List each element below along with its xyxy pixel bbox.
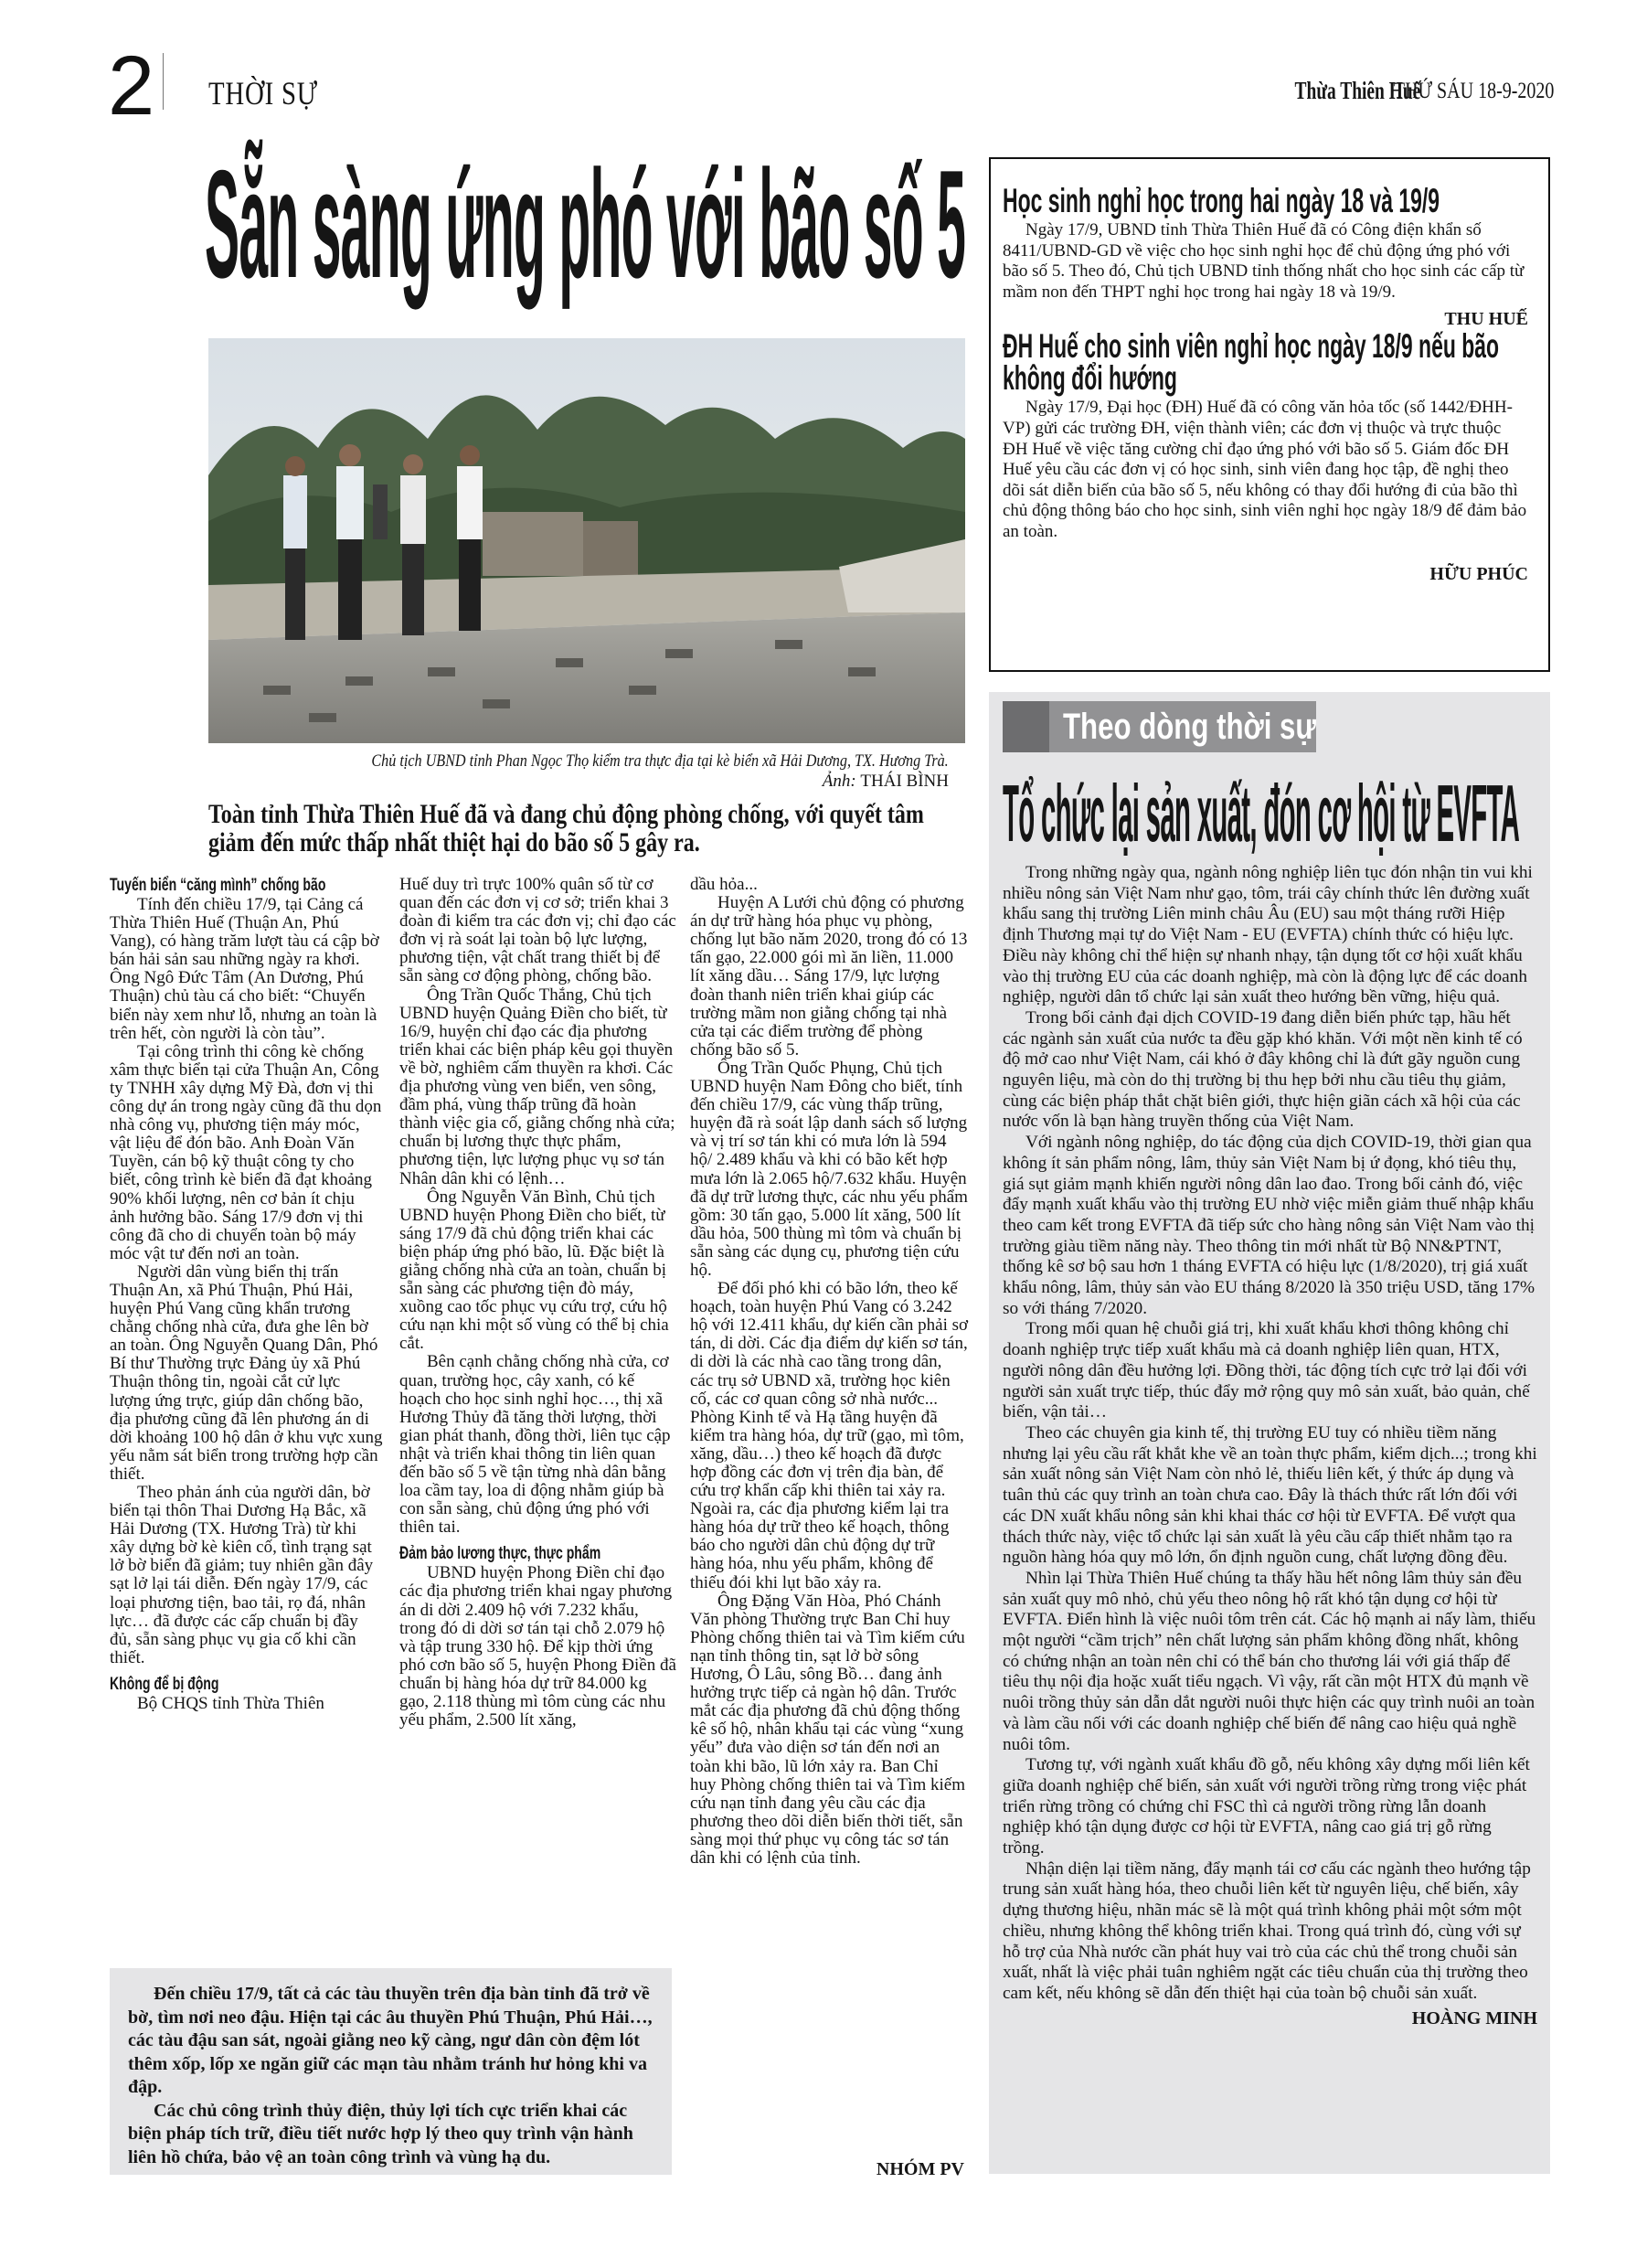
photo-credit-name: THÁI BÌNH: [860, 772, 949, 791]
section-tag-marker: [1003, 701, 1049, 752]
newspaper-name: Thừa Thiên Huế: [1294, 77, 1420, 104]
commentary-byline: HOÀNG MINH: [1411, 2007, 1537, 2028]
paragraph: Huế duy trì trực 100% quân số từ cơ quan đến các đơn vị cơ sở; triển khai 3 đoàn đi kiểm tra các đơn vị; chỉ đạo các đơn vị rà soát lại toàn bộ lực lượng, phương tiện, vật chất trang thiết bị để sẵn sàng cơ động phòng, chống bão.: [399, 875, 676, 986]
brief-byline: THU HUẾ: [1444, 309, 1528, 330]
article-column-2: [399, 876, 678, 1730]
section-tag-label: Theo dòng thời sự: [1063, 707, 1317, 747]
paragraph: dầu hỏa...: [690, 875, 758, 894]
article-byline: NHÓM PV: [876, 2159, 964, 2179]
page-number: 2: [108, 39, 155, 133]
paragraph: Bộ CHQS tỉnh Thừa Thiên: [137, 1693, 324, 1713]
paragraph: Người dân vùng biển thị trấn Thuận An, xã Phú Thuận, Phú Hải, huyện Phú Vang cũng khẩn trương chằng chống nhà cửa, đưa ghe lên bờ an toàn. Ông Nguyễn Quang Dân, Phó Bí thư Thường trực Đảng ủy xã Phú Thuận thông tin, ngoài cắt cử lực lượng ứng trực, giúp dân chống bão, địa phương cũng đã lên phương án di dời khoảng 100 hộ dân ở khu vực xung yếu nằm sát biển trong trường hợp cần thiết.: [110, 1262, 383, 1484]
paragraph: Với ngành nông nghiệp, do tác động của dịch COVID-19, thời gian qua không ít sản phẩm nông, lâm, thủy sản Việt Nam bị ứ đọng, khó tiêu thụ, giá sụt giảm mạnh khiến người nông dân lao đao. Trong bối cảnh đó, việc đẩy mạnh xuất khẩu vào thị trường EU nhờ việc miễn giảm thuế nhập khẩu theo cam kết trong EVFTA đã tiếp sức cho hàng nông sản Việt Nam vào thị trường giàu tiềm năng này. Theo thông tin mới nhất từ Bộ NN&PTNT, thống kê sơ bộ sau hơn 1 tháng EVFTA có hiệu lực (1/8/2020), trị giá xuất khẩu nông, lâm, thủy sản vào EU tháng 8/2020 là 350 triệu USD, tăng 17% so với tháng 7/2020.: [1003, 1133, 1535, 1318]
section-title: THỜI SỰ: [208, 75, 318, 112]
commentary-headline: [1003, 768, 1519, 859]
brief-title: ĐH Huế cho sinh viên nghỉ học ngày 18/9 nếu bão không đổi hướng: [1003, 327, 1500, 398]
highlight-paragraph: Đến chiều 17/9, tất cả các tàu thuyền trên địa bàn tỉnh đã trở về bờ, tìm nơi neo đậu. Hiện tại các âu thuyền Phú Thuận, Phú Hải…, các tàu đậu san sát, ngoài giằng neo kỹ càng, ngư dân còn đệm lót thêm xốp, lốp xe ngăn giữ các mạn tàu nhằm tránh hư hỏng khi va đập.: [128, 1984, 653, 2097]
paragraph: Ông Trần Quốc Phụng, Chủ tịch UBND huyện Nam Đông cho biết, tính đến chiều 17/9, các vùng thấp trũng, huyện đã rà soát lập danh sách số lượng và vị trí sơ tán khi có mưa lớn là 594 hộ/ 2.489 khẩu và khi có bão kết hợp mưa lớn là 2.065 hộ/7.632 khẩu. Huyện đã dự trữ lương thực, các nhu yếu phẩm gồm: 30 tấn gạo, 5.000 lít xăng, 500 lít dầu hỏa, 500 thùng mì tôm và chuẩn bị sẵn sàng các dụng cụ, phương tiện cứu hộ.: [690, 1058, 968, 1280]
photo-credit: [208, 772, 949, 792]
paragraph: Trong những ngày qua, ngành nông nghiệp liên tục đón nhận tin vui khi nhiều nông sản Việt Nam như gạo, tôm, trái cây chính thức lên đường xuất khẩu sang thị trường Liên minh châu Âu (EU) sau một tháng rưỡi Hiệp định Thương mại tự do Việt Nam - EU (EVFTA) chính thức có hiệu lực. Điều này không chỉ thể hiện sự nhanh nhạy, tận dụng tốt cơ hội xuất khẩu vào thị trường EU của các doanh nghiệp, mà còn là động lực để các doanh nghiệp, người dân tổ chức lại sản xuất theo hướng bền vững, hiệu quả.: [1003, 863, 1533, 1007]
photo-caption: [208, 751, 949, 772]
highlight-paragraph: Các chủ công trình thủy điện, thủy lợi tích cực triển khai các biện pháp tích trữ, điều tiết nước hợp lý theo quy trình vận hành liên hồ chứa, bảo vệ an toàn công trình và vùng hạ du.: [128, 2100, 633, 2167]
photo-coastal-embankment-inspection: [208, 338, 965, 743]
paragraph: Ông Trần Quốc Thắng, Chủ tịch UBND huyện Quảng Điền cho biết, từ 16/9, huyện chỉ đạo các địa phương triển khai các biện pháp kêu gọi thuyền về bờ, nghiêm cấm thuyền ra khơi. Các địa phương vùng ven biển, ven sông, đầm phá, vùng thấp trũng đã hoàn thành việc gia cố, giằng chống nhà cửa; chuẩn bị lương thực thực phẩm, phương tiện, lực lượng phục vụ sơ tán Nhân dân khi có lệnh…: [399, 985, 675, 1188]
section-tag: [1003, 701, 1316, 752]
paragraph: Nhận diện lại tiềm năng, đẩy mạnh tái cơ cấu các ngành theo hướng tập trung sản xuất hàng hóa, theo chuỗi liên kết từ nguyên liệu, chế biến, xây dựng thương hiệu, nhãn mác sẽ là một quá trình không phải một sớm một chiều, nhưng không thể không triển khai. Trong quá trình đó, cùng với sự hỗ trợ của Nhà nước cần phát huy vai trò của các chủ thể trong chuỗi sản xuất, nhất là việc phải tuân nghiêm ngặt các tiêu chuẩn của thị trường theo cam kết, nếu không sẽ dẫn đến thiệt hại của toàn bộ chuỗi sản xuất.: [1003, 1858, 1531, 2003]
paragraph: Nhìn lại Thừa Thiên Huế chúng ta thấy hầu hết nông lâm thủy sản đều sản xuất quy mô nhỏ, chủ yếu theo nông hộ rất khó tận dụng cơ hội từ EVFTA. Điển hình là việc nuôi tôm trên cát. Các hộ mạnh ai nấy làm, thiếu một người “cầm trịch” nên chất lượng sản phẩm không đồng nhất, không có chứng nhận an toàn nên chỉ có thể bán cho thương lái với giá thấp để tiêu thụ nội địa hoặc xuất tiểu ngạch. Vì vậy, rất cần một HTX đủ mạnh về nuôi trồng thủy sản dẫn dắt người nuôi thực hiện các quy trình nuôi an toàn và làm cầu nối với các doanh nghiệp chế biến để nâng cao hiệu quả nghề nuôi tôm.: [1003, 1568, 1536, 1754]
commentary-body: [1003, 863, 1537, 2028]
commentary-headline-text: Tổ chức lại sản xuất, đón cơ hội từ EVFTA: [1003, 768, 1520, 858]
header-divider: [163, 53, 164, 110]
subheading: Đảm bảo lương thực, thực phẩm: [399, 1544, 601, 1564]
photo-credit-label: Ảnh:: [822, 772, 856, 791]
subheading: Không để bị động: [110, 1674, 219, 1694]
paragraph: Trong mối quan hệ chuỗi giá trị, khi xuất khẩu khơi thông không chỉ doanh nghiệp trực tiếp xuất khẩu mà cả doanh nghiệp liên quan, HTX, người nông dân đều hưởng lợi. Đồng thời, tác động tích cực trở lại đối với người sản xuất trực tiếp, thúc đẩy mở rộng quy mô sản xuất, bảo quản, chế biến, vận tải…: [1003, 1319, 1530, 1422]
paragraph: Trong bối cảnh đại dịch COVID-19 đang diễn biến phức tạp, hầu hết các ngành sản xuất của nước ta đều gặp khó khăn. Với một nền kinh tế có độ mở cao như Việt Nam, cái khó ở đây không chỉ là đứt gãy nguồn cung nguyên liệu, mà còn do thị trường bị thu hẹp bởi nhu cầu tiêu thụ giảm, cùng các biện pháp thắt chặt biên giới, thực hiện giãn cách xã hội của các nước vốn là bạn hàng truyền thống của Việt Nam.: [1003, 1007, 1523, 1132]
subheading: Tuyến biển “căng mình” chống bão: [110, 876, 326, 895]
paragraph: UBND huyện Phong Điền chỉ đạo các địa phương triển khai ngay phương án di dời 2.409 hộ với 7.232 khẩu, trong đó di dời sơ tán tại chỗ 2.079 hộ và tập trung 330 hộ. Để kịp thời ứng phó cơn bão số 5, huyện Phong Điền đã chuẩn bị hàng hóa dự trữ 84.000 kg gạo, 2.118 thùng mì tôm cùng các nhu yếu phẩm, 2.500 lít xăng,: [399, 1563, 676, 1730]
paragraph: Theo các chuyên gia kinh tế, thị trường EU tuy có nhiều tiềm năng nhưng lại yêu cầu rất khắt khe về an toàn thực phẩm, kiểm dịch...; trong khi sản xuất nông sản Việt Nam còn nhỏ lẻ, thiếu liên kết, ý thức áp dụng và tuân thủ các quy trình an toàn chưa cao. Đây là thách thức rất lớn đối với các DN xuất khẩu nông sản khi khai thác cơ hội từ EVFTA. Để vượt qua thách thức này, việc tổ chức lại sản xuất là yêu cầu cấp thiết nhằm tạo ra nguồn hàng hóa quy mô lớn, ổn định nguồn cung, chất lượng đồng đều.: [1003, 1422, 1537, 1568]
news-photo: [208, 338, 965, 743]
article-column-3: [690, 876, 969, 1868]
brief-body: Ngày 17/9, UBND tỉnh Thừa Thiên Huế đã có Công điện khẩn số 8411/UBND-GD về việc cho học sinh nghỉ học để chủ động ứng phó với bão số 5. Theo đó, Chủ tịch UBND tỉnh thống nhất cho học sinh các cấp từ mầm non đến THPT nghỉ học trong hai ngày 18 và 19/9.: [1003, 220, 1525, 302]
photo-caption-text: Chủ tịch UBND tỉnh Phan Ngọc Thọ kiểm tra thực địa tại kè biển xã Hải Dương, TX. Hương Trà.: [371, 751, 949, 771]
main-headline-text: Sẵn sàng ứng phó với bão số 5: [205, 138, 966, 310]
paragraph: Huyện A Lưới chủ động có phương án dự trữ hàng hóa phục vụ phòng, chống lụt bão năm 2020, trong đó có 13 tấn gạo, 22.000 gói mì ăn liền, 11.000 lít xăng dầu… Sáng 17/9, lực lượng đoàn thanh niên triển khai giúp các trường mầm non giằng chống tại nhà cửa tại các điểm trường để phòng chống bão số 5.: [690, 893, 968, 1059]
brief-byline: HỮU PHÚC: [1429, 563, 1528, 584]
paragraph: Tương tự, với ngành xuất khẩu đồ gỗ, nếu không xây dựng mối liên kết giữa doanh nghiệp chế biến, sản xuất với người trồng rừng trong việc phát triển rừng trồng có chứng chỉ FSC thì cả người trồng rừng lẫn doanh nghiệp khó tận dụng được cơ hội từ EVFTA, nâng cao giá trị gỗ rừng trồng.: [1003, 1755, 1530, 1858]
news-brief-box: [989, 157, 1550, 672]
paragraph: Bên cạnh chằng chống nhà cửa, cơ quan, trường học, cây xanh, có kế hoạch cho học sinh nghỉ học…, thị xã Hương Thủy đã tăng thời lượng, thời gian phát thanh, đồng thời, liên tục cập nhật và triển khai thông tin liên quan đến bão số 5 về tận từng nhà dân bằng loa cầm tay, loa di động nhằm giúp bà con sẵn sàng, chủ động ứng phó với thiên tai.: [399, 1352, 671, 1538]
main-headline: [205, 137, 965, 311]
article-column-1: [110, 876, 384, 1713]
paragraph: Để đối phó khi có bão lớn, theo kế hoạch, toàn huyện Phú Vang có 3.242 hộ với 12.411 khẩu, dự kiến cần phải sơ tán, di dời. Các địa điểm dự kiến sơ tán, di dời là các nhà cao tầng trong dân, các trụ sở UBND xã, trường học kiên cố, các cơ quan công sở nhà nước... Phòng Kinh tế và Hạ tầng huyện đã kiểm tra hàng hóa, dự trữ (gạo, mì tôm, xăng, dầu…) theo kế hoạch đã được hợp đồng các đơn vị trên địa bàn, để cứu trợ khẩn cấp khi thiên tai xảy ra. Ngoài ra, các địa phương kiểm lại tra hàng hóa dự trữ theo kế hoạch, thông báo cho người dân chủ động dự trữ hàng hóa, nhu yếu phẩm, không để thiếu đói khi lụt bão xảy ra.: [690, 1279, 969, 1592]
brief-body: Ngày 17/9, Đại học (ĐH) Huế đã có công văn hỏa tốc (số 1442/ĐHH-VP) gửi các trường ĐH, viện thành viên; các đơn vị thuộc và trực thuộc ĐH Huế về việc tăng cường chỉ đạo ứng phó với bão số 5. Giám đốc ĐH Huế yêu cầu các đơn vị có học sinh, sinh viên đang học tập, đề nghị theo dõi sát diễn biến của bão số 5, nếu không có thay đổi hướng đi của bão thì chủ động thông báo cho học sinh, sinh viên nghỉ học ngày 18/9 để đảm bảo an toàn.: [1003, 398, 1527, 541]
paragraph: Tại công trình thi công kè chống xâm thực biển tại cửa Thuận An, Công ty TNHH xây dựng Mỹ Đà, đơn vị thi công dự án trong ngày cũng đã thu dọn nhà công vụ, phương tiện máy móc, vật liệu để đón bão. Anh Đoàn Văn Tuyền, cán bộ kỹ thuật công ty cho biết, công trình kè biển đã đạt khoảng 90% khối lượng, nên cơ bản ít chịu ảnh hưởng bão. Sáng 17/9 đơn vị thi công đã cho di chuyển toàn bộ máy móc vật tư đến nơi an toàn.: [110, 1041, 382, 1263]
paragraph: Theo phản ánh của người dân, bờ biển tại thôn Thai Dương Hạ Bắc, xã Hải Dương (TX. Hương Trà) từ khi xây dựng bờ kè kiên cố, tình trạng sạt lở bờ biển đã giảm; tuy nhiên gần đây sạt lở lại tái diễn. Đến ngày 17/9, các loại phương tiện, bao tải, rọ đá, nhân lực… đã được các cấp chuẩn bị đầy đủ, sẵn sàng phục vụ gia cố khi cần thiết.: [110, 1483, 374, 1667]
paragraph: Ông Nguyễn Văn Bình, Chủ tịch UBND huyện Phong Điền cho biết, từ sáng 17/9 đã chủ động triển khai các biện pháp ứng phó bão, lũ. Đặc biệt là giằng chống nhà cửa an toàn, chuẩn bị sẵn sàng các phương tiện đò máy, xuồng cao tốc phục vụ cứu trợ, cứu hộ cứu nạn khi một số vùng có thể bị chia cắt.: [399, 1187, 669, 1354]
highlight-box: [110, 1968, 672, 2175]
issue-date: THỨ SÁU 18-9-2020: [1393, 79, 1554, 103]
paragraph: Tính đến chiều 17/9, tại Cảng cá Thừa Thiên Huế (Thuận An, Phú Vang), có hàng trăm lượt tàu cá cập bờ bán hải sản sau những ngày ra khơi. Ông Ngô Đức Tâm (An Dương, Phú Thuận) chủ tàu cá cho biết: “Chuyến biển này xem như lỗ, nhưng an toàn là trên hết, còn người là còn tàu”.: [110, 895, 379, 1043]
brief-title: Học sinh nghỉ học trong hai ngày 18 và 19/9: [1003, 182, 1440, 219]
paragraph: Ông Đặng Văn Hòa, Phó Chánh Văn phòng Thường trực Ban Chỉ huy Phòng chống thiên tai và Tìm kiếm cứu nạn tỉnh thông tin, sạt lở bờ sông Hương, Ô Lâu, sông Bồ… đang ảnh hưởng trực tiếp cả ngàn hộ dân. Trước mắt các địa phương đã chủ động thống kê số hộ, nhân khẩu tại các vùng “xung yếu” đưa vào diện sơ tán đến nơi an toàn khi bão, lũ lớn xảy ra. Ban Chỉ huy Phòng chống thiên tai và Tìm kiếm cứu nạn tỉnh đang yêu cầu các địa phương theo dõi diễn biến thời tiết, sẵn sàng mọi thứ phục vụ công tác sơ tán dân khi có lệnh của tỉnh.: [690, 1591, 965, 1868]
article-lead: Toàn tỉnh Thừa Thiên Huế đã và đang chủ động phòng chống, với quyết tâm giảm đến mức thấp nhất thiệt hại do bão số 5 gây ra.: [208, 799, 924, 857]
